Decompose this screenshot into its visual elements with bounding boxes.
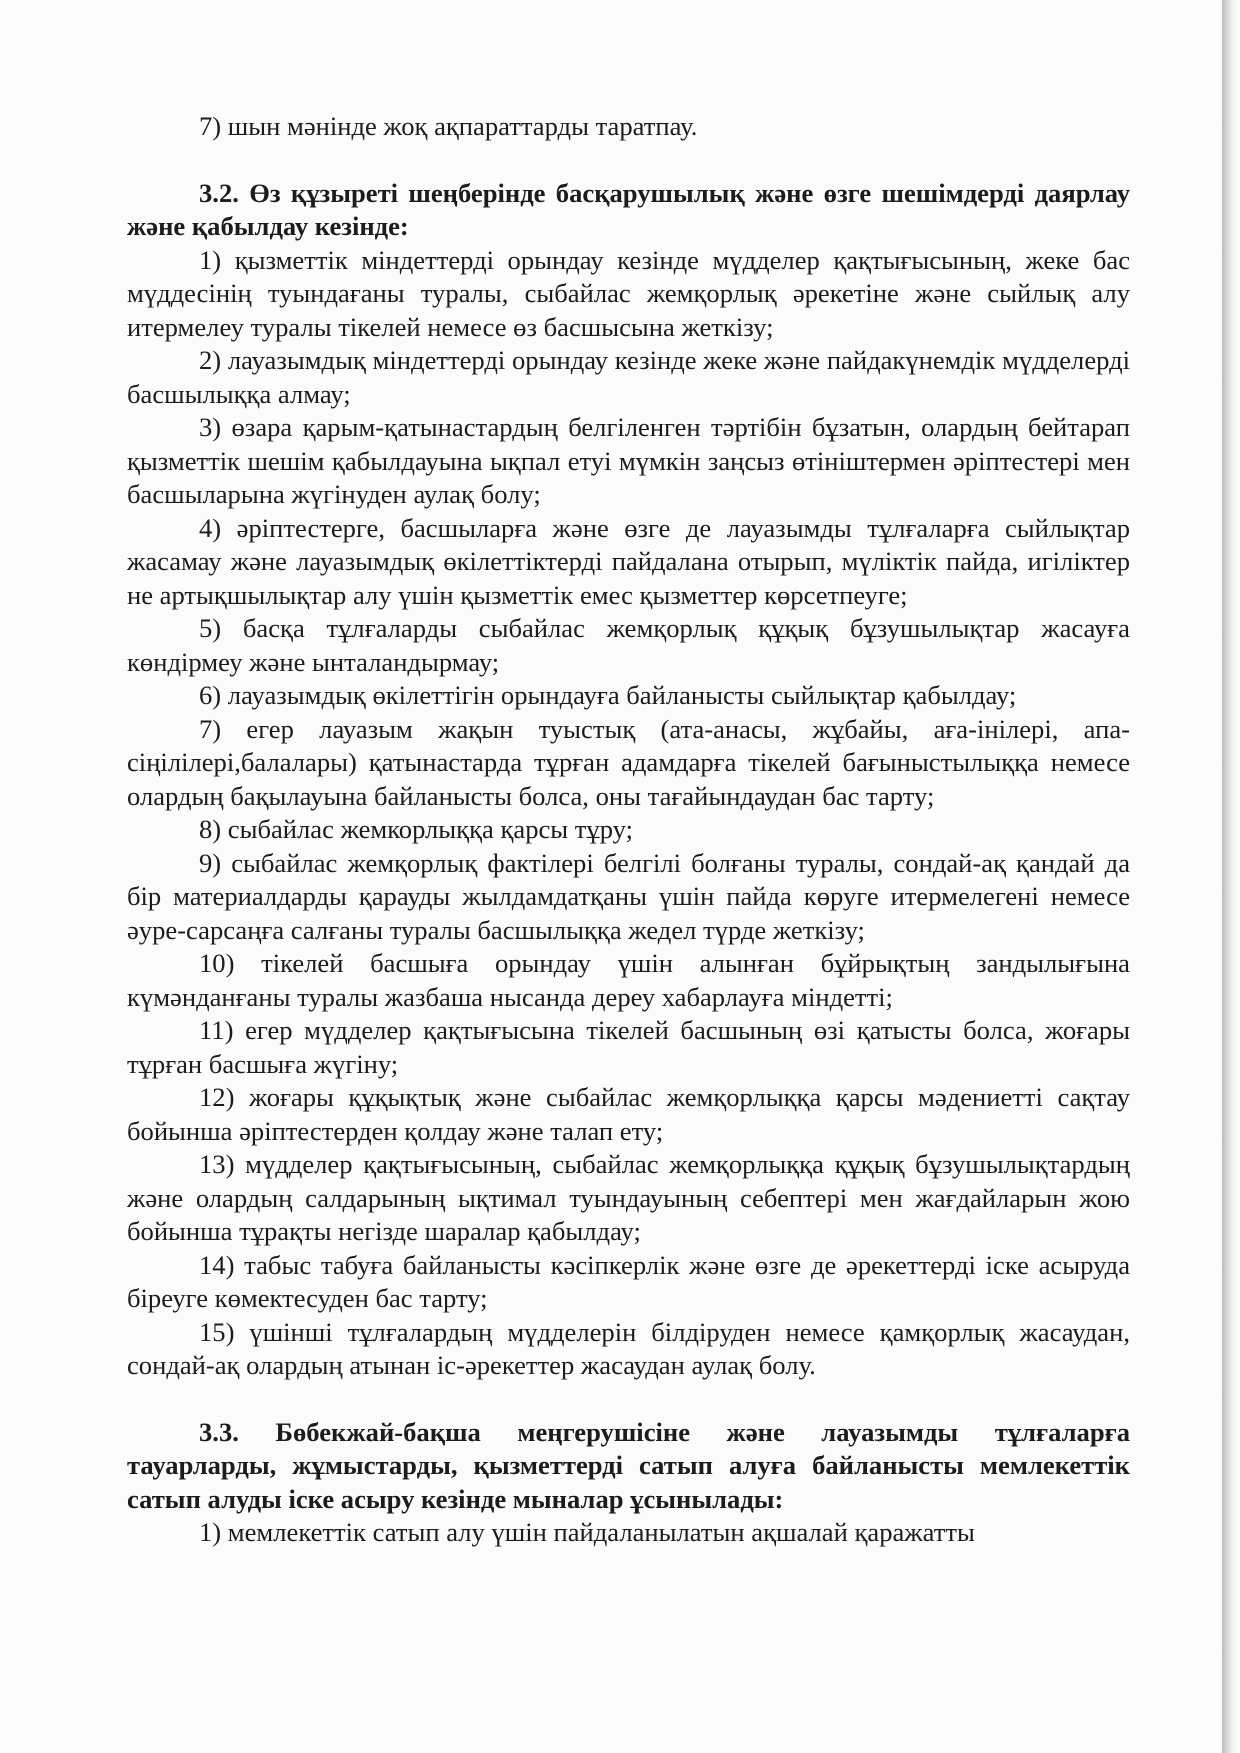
section-3-2-item-3: 3) өзара қарым-қатынастардың белгіленген тәртібін бұзатын, олардың бейтарап қызметтік шешім қабылдауына ықпал етуі мүмкін заңсыз өтініштермен әріптестері мен басшыларына жүгінуден аулақ болу;: [127, 412, 1130, 509]
section-3-2-item-14: 14) табыс табуға байланысты кәсіпкерлік және өзге де әрекеттерді іске асыруда біреуге көмектесуден бас тарту;: [127, 1249, 1130, 1313]
section-3-2-item-5: 5) басқа тұлғаларды сыбайлас жемқорлық құқық бұзушылықтар жасауға көндірмеу және ынталандырмау;: [127, 613, 1130, 677]
section-3-2-item-7: 7) егер лауазым жақын туыстық (ата-анасы, жұбайы, аға-інілері, апа-сіңілілері,балалары) қатынастарда тұрған адамдарға тікелей бағыныстылыққа немесе олардың бақылауына байланысты болса, оны тағайындаудан бас тарту;: [127, 713, 1130, 811]
section-3-2-item-2: 2) лауазымдық міндеттерді орындау кезінде жеке және пайдакүнемдік мүдделерді басшылыққа алмау;: [127, 345, 1130, 409]
document-body: [127, 110, 1130, 1550]
section-3-2-item-13: 13) мүдделер қақтығысының, сыбайлас жемқорлыққа құқық бұзушылықтардың және олардың салдарының ықтимал туындауының себептері мен жағдайларын жою бойынша тұрақты негізде шаралар қабылдау;: [127, 1149, 1130, 1246]
section-3-2-item-15: 15) үшінші тұлғалардың мүдделерін білдіруден немесе қамқорлық жасаудан, сондай-ақ олардың атынан іс-әрекеттер жасаудан аулақ болу.: [127, 1316, 1130, 1380]
section-3-2-heading: 3.2. Өз құзыреті шеңберінде басқарушылық және өзге шешімдерді даярлау және қабылдау кезінде:: [127, 177, 1130, 241]
section-3-2-item-11: 11) егер мүдделер қақтығысына тікелей басшының өзі қатысты болса, жоғары тұрған басшыға жүгіну;: [127, 1015, 1130, 1079]
spacer: [127, 1383, 1130, 1416]
section-3-2-item-12: 12) жоғары құқықтық және сыбайлас жемқорлыққа қарсы мәдениетті сақтау бойынша әріптестерден қолдау және талап ету;: [127, 1082, 1130, 1146]
section-3-2-item-6: 6) лауазымдық өкілеттігін орындауға байланысты сыйлықтар қабылдау;: [199, 680, 1017, 710]
section-3-2-item-10: 10) тікелей басшыға орындау үшін алынған бұйрықтың зандылығына күмәнданғаны туралы жазбаша нысанда дереу хабарлауға міндетті;: [127, 948, 1130, 1012]
section-3-2-item-9: 9) сыбайлас жемқорлық фактілері белгілі болғаны туралы, сондай-ақ қандай да бір материалдарды қарауды жылдамдатқаны үшін пайда көруге итермелегені немесе әуре-сарсаңға салғаны туралы басшылыққа жедел түрде жеткізу;: [127, 847, 1130, 945]
item-7: 7) шын мәнінде жоқ ақпараттарды таратпау.: [199, 111, 698, 141]
section-3-2-item-8: 8) сыбайлас жемкорлыққа қарсы тұру;: [199, 814, 634, 844]
section-3-2-item-4: 4) әріптестерге, басшыларға және өзге де лауазымды тұлғаларға сыйлықтар жасамау және лауазымдық өкілеттіктерді пайдалана отырып, мүліктік пайда, игіліктер не артықшылықтар алу үшін қызметтік емес қызметтер көрсетпеуге;: [127, 512, 1130, 610]
section-3-2-item-1: 1) қызметтік міндеттерді орындау кезінде мүдделер қақтығысының, жеке бас мүддесінің туындағаны туралы, сыбайлас жемқорлық әрекетіне және сыйлық алу итермелеу туралы тікелей немесе өз басшысына жеткізу;: [127, 244, 1130, 342]
scan-edge-shadow: [1222, 0, 1240, 1753]
section-3-3-item-1: 1) мемлекеттік сатып алу үшін пайдаланылатын ақшалай қаражатты: [199, 1517, 975, 1547]
spacer: [127, 144, 1130, 177]
section-3-3-heading: 3.3. Бөбекжай-бақша меңгерушісіне және лауазымды тұлғаларға тауарларды, жұмыстарды, қызметтерді сатып алуға байланысты мемлекеттік сатып алуды іске асыру кезінде мыналар ұсынылады:: [127, 1416, 1130, 1514]
